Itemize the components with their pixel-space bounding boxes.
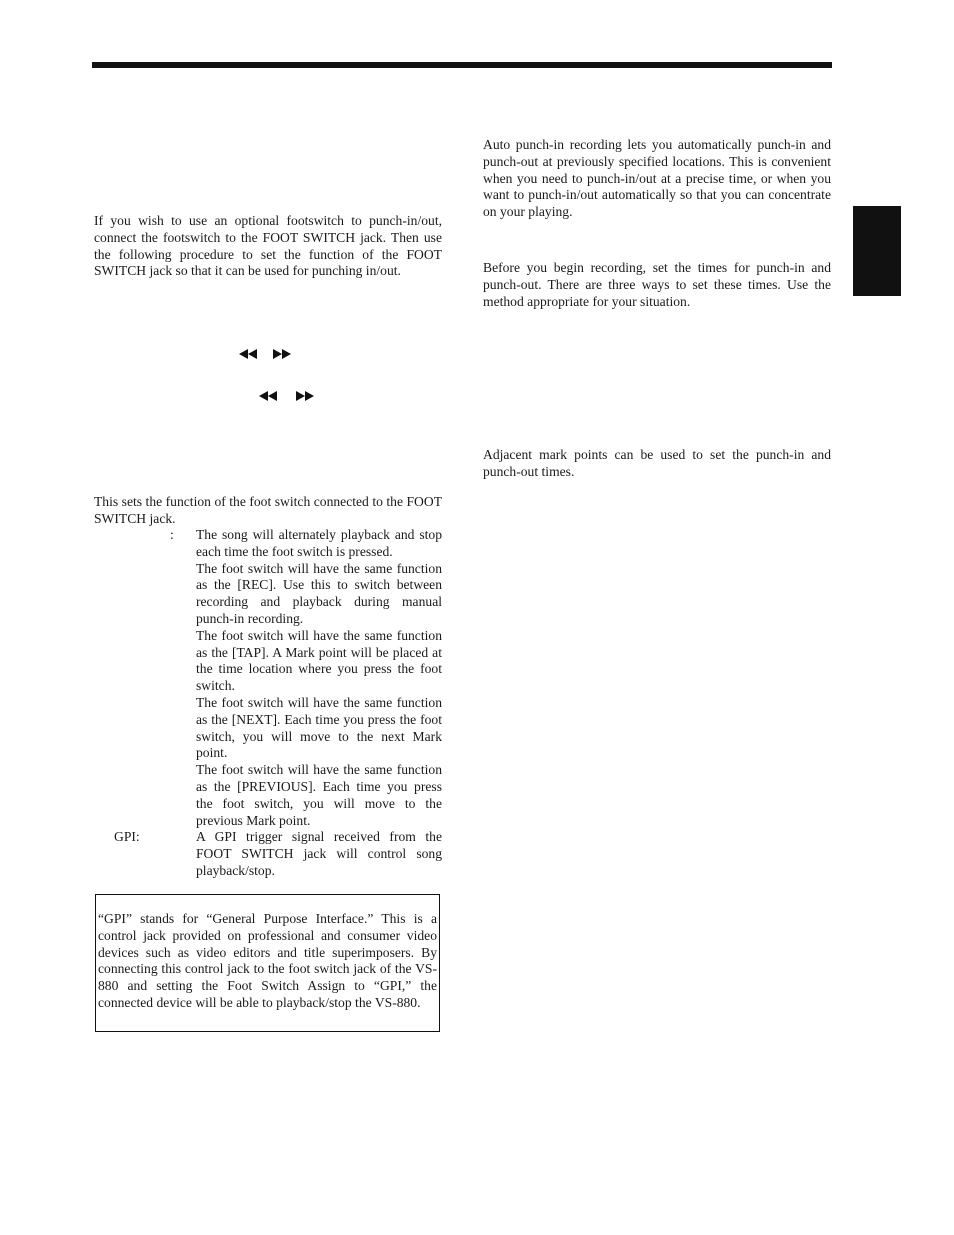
option-previous <box>94 762 442 829</box>
option-record <box>94 561 442 628</box>
foot-switch-description: This sets the function of the foot switch connected to the FOOT SWITCH jack. <box>94 494 442 526</box>
rewind-icon <box>238 348 258 360</box>
option-description: The foot switch will have the same function as the [NEXT]. Each time you press the foot switch, you will move to the next Mark point. <box>196 694 442 761</box>
set-punch-times-text: Before you begin recording, set the times for punch-in and punch-out. There are three ways to set these times. Use the method appropriate for your situation. <box>483 260 831 309</box>
rewind-icon <box>258 390 278 402</box>
fast-forward-icon <box>295 390 315 402</box>
option-description: The song will alternately playback and stop each time the foot switch is pressed. <box>196 527 442 559</box>
chapter-tab <box>853 206 901 296</box>
option-tap <box>94 628 442 695</box>
footswitch-intro: If you wish to use an optional footswitch to punch-in/out, connect the footswitch to the FOOT SWITCH jack. Then use the following procedure to set the function of the FOOT SWITCH jack so that it can be used for punching in/out. <box>94 213 442 279</box>
foot-switch-assign-options <box>94 527 442 880</box>
fast-forward-icon <box>272 348 292 360</box>
option-description: The foot switch will have the same function as the [REC]. Use this to switch between recording and playback during manual punch-in recording. <box>196 560 442 626</box>
option-description: The foot switch will have the same function as the [TAP]. A Mark point will be placed at the time location where you press the foot switch. <box>196 627 442 694</box>
option-term: GPI: <box>114 829 140 845</box>
option-next <box>94 695 442 762</box>
gpi-note-box <box>95 894 440 1032</box>
mark-points-text: Adjacent mark points can be used to set the punch-in and punch-out times. <box>483 447 831 479</box>
option-play-stop <box>94 527 442 561</box>
gpi-note-text: “GPI” stands for “General Purpose Interface.” This is a control jack provided on professional and consumer video devices such as video editors and title superimposers. By connecting this control jack to the foot switch jack of the VS-880 and setting the Foot Switch Assign to “GPI,” the connected device will be able to playback/stop the VS-880. <box>98 911 437 1010</box>
auto-punch-intro: Auto punch-in recording lets you automatically punch-in and punch-out at previously specified locations. This is convenient when you need to punch-in/out at a precise time, or when you want to punch-in/out automatically so that you can concentrate on your playing. <box>483 137 831 220</box>
option-description: The foot switch will have the same function as the [PREVIOUS]. Each time you press the foot switch, you will move to the previous Mark point. <box>196 762 442 828</box>
option-gpi <box>94 829 442 879</box>
top-rule <box>92 62 832 68</box>
option-description: A GPI trigger signal received from the FOOT SWITCH jack will control song playback/stop. <box>196 829 442 878</box>
option-separator: : <box>170 527 174 542</box>
